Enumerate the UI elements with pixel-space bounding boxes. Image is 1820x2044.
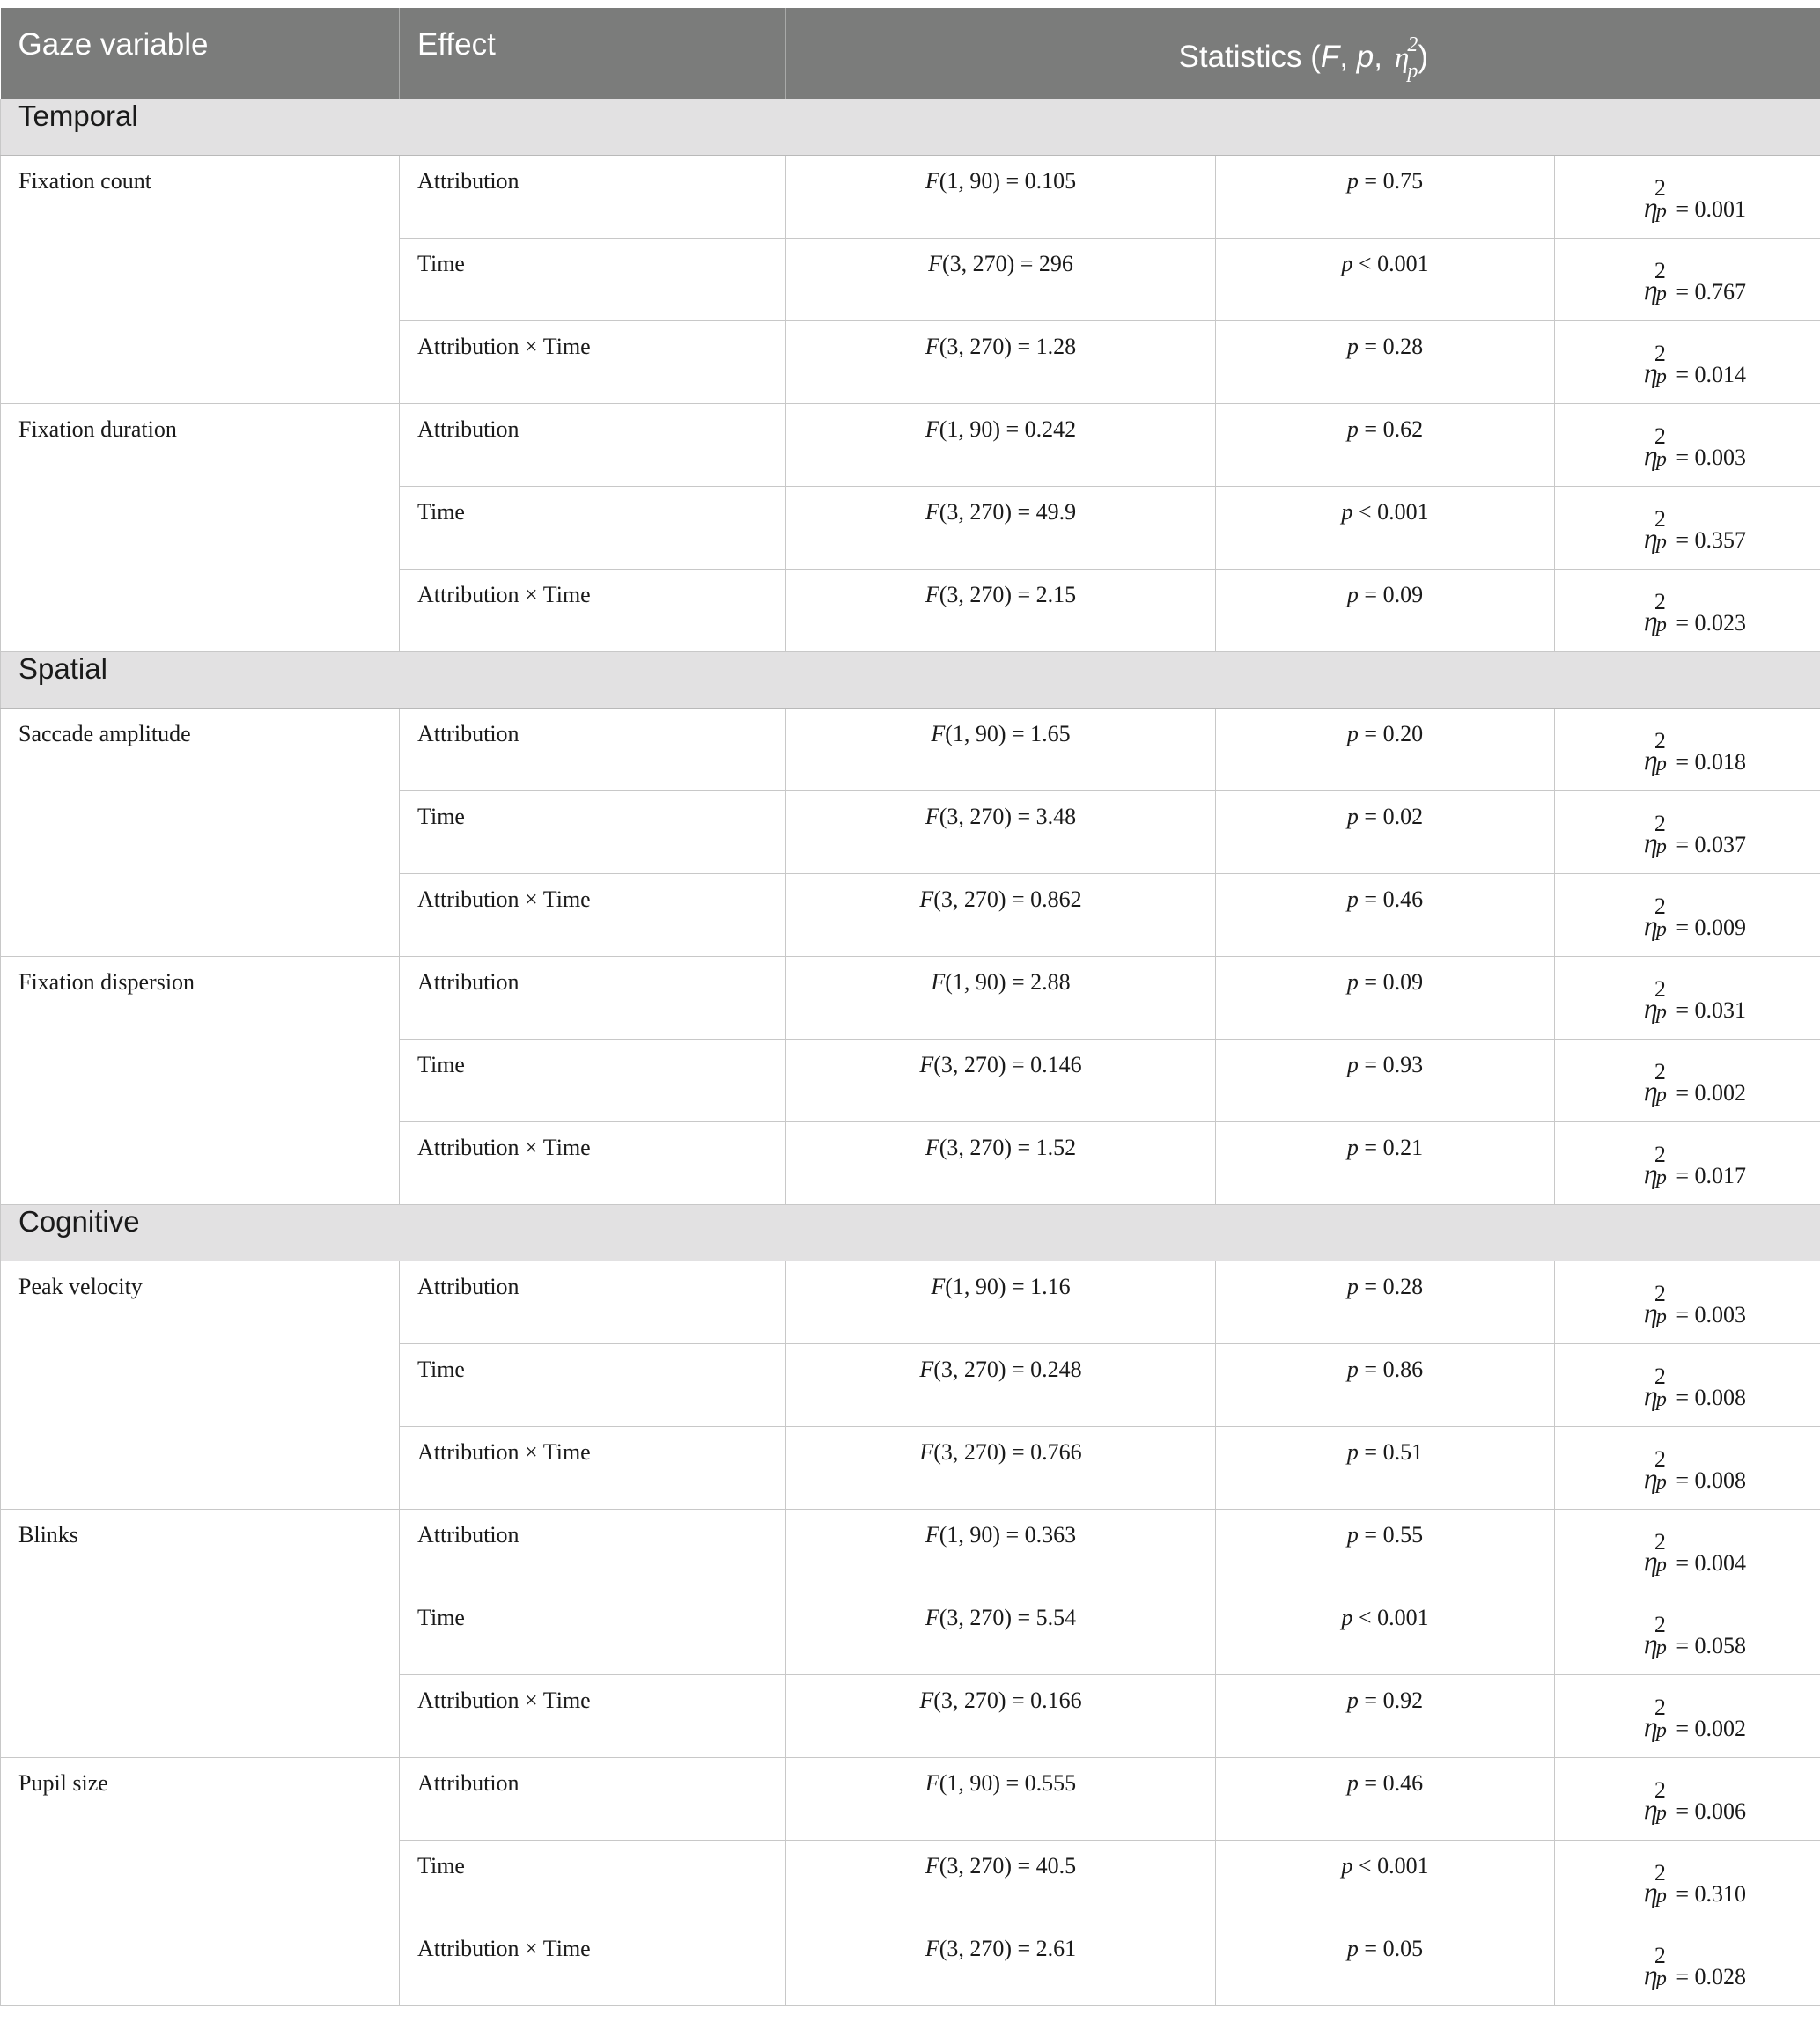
f-value: (3, 270) = 3.48 [939,803,1077,829]
eta-squared-symbol: η 2 p [1643,1058,1667,1107]
f-value: (3, 270) = 2.61 [939,1935,1077,1961]
p-value-cell [1216,1757,1555,1840]
f-symbol: F [919,1438,934,1465]
effect-cell: Attribution × Time [400,1923,786,2005]
table-row [1,708,1820,790]
eta-squared-cell [1555,1757,1820,1840]
f-statistic-cell [786,155,1216,238]
f-value: (3, 270) = 40.5 [939,1852,1077,1879]
p-value-cell [1216,238,1555,320]
f-statistic-cell [786,403,1216,486]
eta-squared-value: = 0.003 [1669,1301,1746,1327]
f-value: (1, 90) = 1.65 [945,720,1071,746]
eta-squared-value: = 0.002 [1669,1079,1746,1106]
p-value: = 0.86 [1358,1356,1424,1382]
table-row [1,155,1820,238]
table-row [1,1261,1820,1343]
p-symbol: p [1346,1134,1359,1160]
f-value: (3, 270) = 0.862 [933,886,1082,912]
p-symbol: p [1346,1051,1359,1077]
eta-squared-symbol: η 2 p [1643,1141,1667,1189]
effect-cell: Attribution × Time [400,873,786,956]
effect-cell: Time [400,486,786,569]
eta-squared-cell [1555,790,1820,873]
f-statistic-cell [786,1674,1216,1757]
eta-squared-cell [1555,956,1820,1039]
table-row [1,1757,1820,1840]
eta-squared-value: = 0.009 [1669,914,1746,940]
eta-squared-symbol: η 2 p [1643,727,1667,776]
eta-squared-symbol: η 2 p [1643,1776,1667,1825]
p-symbol: p [1346,803,1359,829]
p-value-cell [1216,569,1555,651]
eta-squared-symbol: η 2 p [1643,1694,1667,1742]
p-value-cell [1216,320,1555,403]
header-statistics: Statistics (F, p, $\eta^2_p$) [786,8,1820,99]
eta-squared-value: = 0.031 [1669,996,1746,1023]
eta-squared-value: = 0.008 [1669,1467,1746,1493]
f-symbol: F [931,720,946,746]
eta-squared-value: = 0.037 [1669,831,1746,857]
p-value-cell [1216,486,1555,569]
f-statistic-cell [786,1509,1216,1592]
f-statistic-cell [786,1592,1216,1674]
f-symbol: F [919,1051,934,1077]
p-value: = 0.92 [1358,1687,1424,1713]
f-value: (3, 270) = 49.9 [939,498,1077,525]
eta-squared-value: = 0.018 [1669,748,1746,775]
table-row [1,1509,1820,1592]
p-value: = 0.09 [1358,968,1424,995]
f-symbol: F [925,803,939,829]
p-value: = 0.20 [1358,720,1424,746]
f-statistic-cell [786,873,1216,956]
p-value-cell [1216,1261,1555,1343]
f-symbol: F [919,886,934,912]
p-symbol: p [1346,581,1359,607]
eta-squared-symbol: η 2 p [1643,174,1667,223]
p-symbol: p [1346,1687,1359,1713]
gaze-variable-cell: Pupil size [1,1757,400,2005]
p-symbol: p [1341,1852,1353,1879]
eta-squared-cell [1555,155,1820,238]
group-row [1,99,1820,155]
eta-squared-cell [1555,1261,1820,1343]
effect-cell: Attribution [400,155,786,238]
p-symbol: p [1346,1273,1359,1299]
f-symbol: F [925,1134,939,1160]
f-statistic-cell [786,1757,1216,1840]
effect-cell: Attribution [400,1509,786,1592]
table-body [1,99,1820,2005]
f-symbol: F [925,333,939,359]
eta-squared-cell [1555,320,1820,403]
f-value: (3, 270) = 5.54 [939,1604,1077,1630]
eta-squared-cell [1555,1039,1820,1121]
p-symbol: p [1346,968,1359,995]
eta-squared-cell [1555,708,1820,790]
f-symbol: F [925,1604,939,1630]
p-symbol: p [1346,1769,1359,1796]
p-value-cell [1216,1343,1555,1426]
f-symbol: F [925,167,939,194]
eta-squared-value: = 0.008 [1669,1384,1746,1410]
effect-cell: Attribution [400,956,786,1039]
p-value-cell [1216,403,1555,486]
eta-squared-symbol: η 2 p [1643,810,1667,858]
p-value: < 0.001 [1352,1852,1429,1879]
effect-cell: Attribution [400,708,786,790]
eta-squared-cell [1555,486,1820,569]
effect-cell: Time [400,790,786,873]
f-symbol: F [925,1852,939,1879]
group-label: Spatial [1,651,1820,708]
p-value: = 0.46 [1358,1769,1424,1796]
gaze-variable-cell: Fixation count [1,155,400,403]
f-statistic-cell [786,1343,1216,1426]
effect-cell: Time [400,1592,786,1674]
effect-cell: Time [400,238,786,320]
table-row [1,956,1820,1039]
f-value: (3, 270) = 0.166 [933,1687,1082,1713]
f-value: (1, 90) = 1.16 [945,1273,1071,1299]
eta-squared-symbol: $\eta^2_p$ [1394,33,1418,83]
f-symbol: F [919,1356,934,1382]
p-symbol: p [1346,720,1359,746]
p-symbol: p [1341,250,1353,276]
gaze-variable-cell: Fixation dispersion [1,956,400,1204]
eta-squared-cell [1555,1592,1820,1674]
eta-squared-value: = 0.002 [1669,1715,1746,1741]
eta-squared-value: = 0.028 [1669,1963,1746,1989]
p-value: < 0.001 [1352,1604,1429,1630]
p-value: = 0.21 [1358,1134,1424,1160]
f-symbol: F [925,581,939,607]
effect-cell: Attribution [400,1261,786,1343]
p-symbol: p [1341,498,1353,525]
p-value-cell [1216,1121,1555,1204]
p-value: = 0.05 [1358,1935,1424,1961]
effect-cell: Attribution × Time [400,320,786,403]
eta-squared-cell [1555,238,1820,320]
gaze-variable-cell: Peak velocity [1,1261,400,1509]
f-symbol: F [925,1935,939,1961]
f-value: (1, 90) = 0.363 [939,1521,1077,1548]
gaze-variable-cell: Blinks [1,1509,400,1757]
eta-squared-value: = 0.004 [1669,1549,1746,1576]
p-value: = 0.51 [1358,1438,1424,1465]
f-statistic-cell [786,486,1216,569]
f-symbol: F [925,498,939,525]
gaze-variable-cell: Fixation duration [1,403,400,651]
f-value: (3, 270) = 0.146 [933,1051,1082,1077]
f-symbol: F [925,1521,939,1548]
p-value-cell [1216,1840,1555,1923]
group-label: Temporal [1,99,1820,155]
eta-squared-cell [1555,1923,1820,2005]
f-symbol: F [931,1273,946,1299]
eta-squared-symbol: η 2 p [1643,588,1667,636]
p-value-cell [1216,1592,1555,1674]
gaze-variable-cell: Saccade amplitude [1,708,400,956]
group-row [1,1204,1820,1261]
eta-squared-symbol: η 2 p [1643,257,1667,305]
p-value-cell [1216,1923,1555,2005]
eta-squared-cell [1555,1674,1820,1757]
f-statistic-cell [786,320,1216,403]
f-value: (1, 90) = 2.88 [945,968,1071,995]
eta-squared-value: = 0.310 [1669,1880,1746,1907]
f-statistic-cell [786,956,1216,1039]
eta-squared-value: = 0.003 [1669,444,1746,470]
p-value: = 0.02 [1358,803,1424,829]
p-value-cell [1216,1674,1555,1757]
p-value: < 0.001 [1352,250,1429,276]
group-label: Cognitive [1,1204,1820,1261]
effect-cell: Attribution × Time [400,569,786,651]
f-value: (3, 270) = 0.248 [933,1356,1082,1382]
p-symbol: p [1346,1438,1359,1465]
p-symbol: p [1346,333,1359,359]
eta-squared-symbol: η 2 p [1643,340,1667,388]
header-gaze-variable: Gaze variable [1,8,400,99]
f-symbol: F [925,1769,939,1796]
p-value-cell [1216,956,1555,1039]
p-value-cell [1216,155,1555,238]
eta-squared-symbol: η 2 p [1643,1528,1667,1577]
eta-squared-symbol: η 2 p [1643,1942,1667,1990]
p-value: = 0.28 [1358,333,1424,359]
eta-squared-value: = 0.006 [1669,1798,1746,1824]
f-statistic-cell [786,1923,1216,2005]
f-value: (3, 270) = 1.52 [939,1134,1077,1160]
eta-squared-symbol: η 2 p [1643,505,1667,554]
f-symbol: F [919,1687,934,1713]
eta-squared-symbol: η 2 p [1643,1280,1667,1328]
header-effect: Effect [400,8,786,99]
eta-squared-symbol: η 2 p [1643,893,1667,941]
eta-squared-value: = 0.023 [1669,609,1746,636]
effect-cell: Time [400,1343,786,1426]
eta-squared-value: = 0.357 [1669,526,1746,553]
p-value: = 0.09 [1358,581,1424,607]
f-value: (3, 270) = 296 [941,250,1073,276]
f-statistic-cell [786,1426,1216,1509]
f-statistic-cell [786,790,1216,873]
p-value: = 0.75 [1358,167,1424,194]
p-symbol: p [1346,415,1359,442]
f-symbol: F [931,968,946,995]
p-symbol: p [1346,167,1359,194]
p-value-cell [1216,1509,1555,1592]
effect-cell: Attribution [400,403,786,486]
eta-squared-cell [1555,873,1820,956]
f-symbol: F [928,250,942,276]
eta-squared-value: = 0.058 [1669,1632,1746,1658]
table-header [1,8,1820,99]
f-statistic-cell [786,1039,1216,1121]
p-symbol: p [1346,1521,1359,1548]
f-statistic-cell [786,1121,1216,1204]
eta-squared-value: = 0.001 [1669,195,1746,222]
f-statistic-cell [786,569,1216,651]
p-symbol: p [1346,1935,1359,1961]
eta-squared-value: = 0.017 [1669,1162,1746,1188]
eta-squared-value: = 0.014 [1669,361,1746,387]
f-value: (1, 90) = 0.242 [939,415,1077,442]
eta-squared-cell [1555,569,1820,651]
eta-squared-symbol: η 2 p [1643,975,1667,1024]
p-value: = 0.93 [1358,1051,1424,1077]
p-value-cell [1216,873,1555,956]
group-row [1,651,1820,708]
effect-cell: Attribution × Time [400,1426,786,1509]
eta-squared-symbol: η 2 p [1643,1445,1667,1494]
p-value-cell [1216,1039,1555,1121]
effect-cell: Time [400,1840,786,1923]
effect-cell: Attribution × Time [400,1121,786,1204]
p-value-cell [1216,790,1555,873]
effect-cell: Time [400,1039,786,1121]
f-symbol: F [925,415,939,442]
f-value: (1, 90) = 0.555 [939,1769,1077,1796]
effect-cell: Attribution × Time [400,1674,786,1757]
statistics-table [0,8,1820,2006]
p-value: = 0.55 [1358,1521,1424,1548]
f-statistic-cell [786,708,1216,790]
eta-squared-cell [1555,1121,1820,1204]
p-value-cell [1216,1426,1555,1509]
f-statistic-cell [786,1261,1216,1343]
f-value: (3, 270) = 1.28 [939,333,1077,359]
eta-squared-cell [1555,1509,1820,1592]
p-symbol: p [1341,1604,1353,1630]
f-value: (1, 90) = 0.105 [939,167,1077,194]
f-statistic-cell [786,238,1216,320]
p-value: = 0.62 [1358,415,1424,442]
f-statistic-cell [786,1840,1216,1923]
effect-cell: Attribution [400,1757,786,1840]
p-value: = 0.46 [1358,886,1424,912]
p-value: = 0.28 [1358,1273,1424,1299]
eta-squared-cell [1555,1840,1820,1923]
table-row [1,403,1820,486]
eta-squared-symbol: η 2 p [1643,1859,1667,1908]
eta-squared-symbol: η 2 p [1643,1363,1667,1411]
p-symbol: p [1346,1356,1359,1382]
eta-squared-cell [1555,1343,1820,1426]
p-symbol: p [1346,886,1359,912]
eta-squared-cell [1555,403,1820,486]
eta-squared-symbol: η 2 p [1643,423,1667,471]
eta-squared-symbol: η 2 p [1643,1611,1667,1659]
f-value: (3, 270) = 2.15 [939,581,1077,607]
eta-squared-cell [1555,1426,1820,1509]
p-value: < 0.001 [1352,498,1429,525]
eta-squared-value: = 0.767 [1669,278,1746,305]
f-value: (3, 270) = 0.766 [933,1438,1082,1465]
p-value-cell [1216,708,1555,790]
